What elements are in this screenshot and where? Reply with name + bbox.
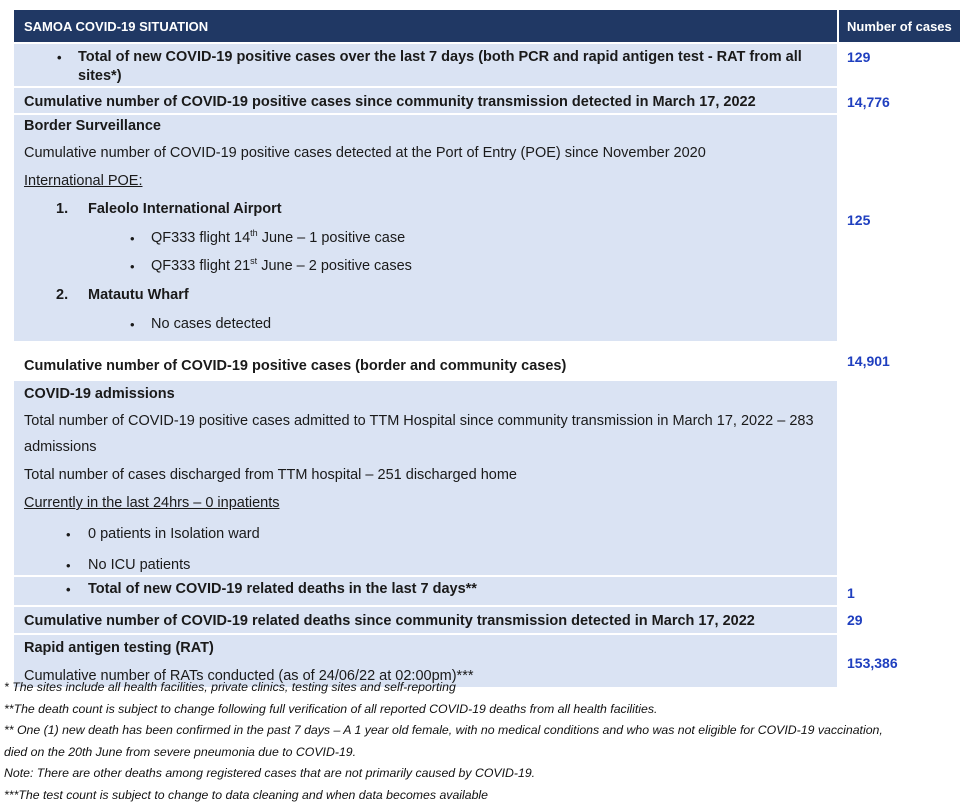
border-description: Cumulative number of COVID-19 positive cases detected at the Port of Entry (POE) since November 2020	[24, 145, 706, 161]
footnote: ***The test count is subject to change to data cleaning and when data becomes available	[4, 787, 488, 802]
new-cases-7days-label: Total of new COVID-19 positive cases over the last 7 days (both PCR and rapid antigen test - RAT from all sites*)	[78, 49, 802, 84]
flight-item-2: • QF333 flight 21st June – 2 positive cases	[130, 256, 412, 274]
covid-situation-table	[12, 8, 960, 689]
wharf-item	[14, 286, 837, 305]
bullet-icon: •	[57, 50, 62, 65]
bullet-icon: •	[130, 231, 135, 246]
inpatients-line: Currently in the last 24hrs – 0 inpatients	[24, 495, 280, 511]
bullet-icon: •	[130, 317, 135, 332]
admissions-value-cell	[838, 380, 961, 576]
wharf-detail: • No cases detected	[130, 316, 272, 332]
new-cases-7days-value: 129	[838, 43, 961, 87]
admissions-line-1b: admissions	[24, 439, 97, 455]
footnote: died on the 20th June from severe pneumonia due to COVID-19.	[4, 744, 357, 759]
rat-value: 153,386	[838, 634, 961, 688]
border-cases-value: 125	[838, 114, 961, 342]
cumulative-deaths-label: Cumulative number of COVID-19 related deaths since community transmission detected in March 17, 2022	[24, 613, 755, 629]
rat-title: Rapid antigen testing (RAT)	[24, 640, 214, 656]
deaths-7days-value: 1	[838, 576, 961, 606]
bullet-icon: •	[130, 259, 135, 274]
table-row	[13, 43, 961, 87]
bullet-icon: •	[66, 558, 71, 573]
bullet-icon: •	[66, 527, 71, 542]
border-title: Border Surveillance	[24, 118, 161, 134]
table-row	[13, 342, 961, 380]
table-row	[13, 380, 961, 576]
airport-label: Faleolo International Airport	[88, 201, 282, 217]
table-row	[13, 114, 961, 342]
airport-item	[14, 200, 837, 219]
table-row	[13, 576, 961, 606]
table-title: SAMOA COVID-19 SITUATION	[13, 9, 838, 43]
discharged-line: Total number of cases discharged from TTM hospital – 251 discharged home	[24, 467, 517, 483]
footnote: **The death count is subject to change following full verification of all reported COVID-19 deaths from all health facilities.	[4, 701, 658, 716]
cumulative-community-label: Cumulative number of COVID-19 positive cases since community transmission detected in March 17, 2022	[24, 94, 756, 110]
international-poe-label: International POE:	[24, 173, 143, 189]
admissions-line-1: Total number of COVID-19 positive cases admitted to TTM Hospital since community transmission in March 17, 2022 – 283	[24, 413, 814, 429]
cumulative-all-label: Cumulative number of COVID-19 positive cases (border and community cases)	[24, 358, 567, 374]
table-row	[13, 606, 961, 634]
deaths-7days-label: Total of new COVID-19 related deaths in the last 7 days**	[88, 581, 477, 597]
flight-item-1: • QF333 flight 14th June – 1 positive case	[130, 228, 406, 246]
footnote: * The sites include all health facilities, private clinics, testing sites and self-reporting	[4, 680, 456, 694]
rat-label: Cumulative number of RATs conducted (as of 24/06/22 at 02:00pm)***	[24, 668, 474, 684]
list-number: 1.	[56, 201, 69, 217]
footnote: ** One (1) new death has been confirmed in the past 7 days – A 1 year old female, with no medical conditions and who was not eligible for COVID-19 vaccination,	[4, 723, 883, 737]
admissions-title: COVID-19 admissions	[24, 386, 175, 402]
isolation-item: • 0 patients in Isolation ward	[66, 526, 260, 542]
cumulative-community-value: 14,776	[838, 87, 961, 114]
icu-item: • No ICU patients	[66, 557, 191, 573]
footnotes	[4, 677, 960, 806]
footnote: Note: There are other deaths among registered cases that are not primarily caused by COVID-19.	[4, 766, 536, 780]
cases-column-header: Number of cases	[838, 9, 961, 43]
cumulative-all-value: 14,901	[838, 342, 961, 380]
bullet-icon: •	[66, 582, 71, 597]
list-number: 2.	[56, 287, 69, 303]
table-row	[13, 87, 961, 114]
cumulative-deaths-value: 29	[838, 606, 961, 634]
wharf-label: Matautu Wharf	[88, 287, 189, 303]
table-header-row	[13, 9, 961, 43]
